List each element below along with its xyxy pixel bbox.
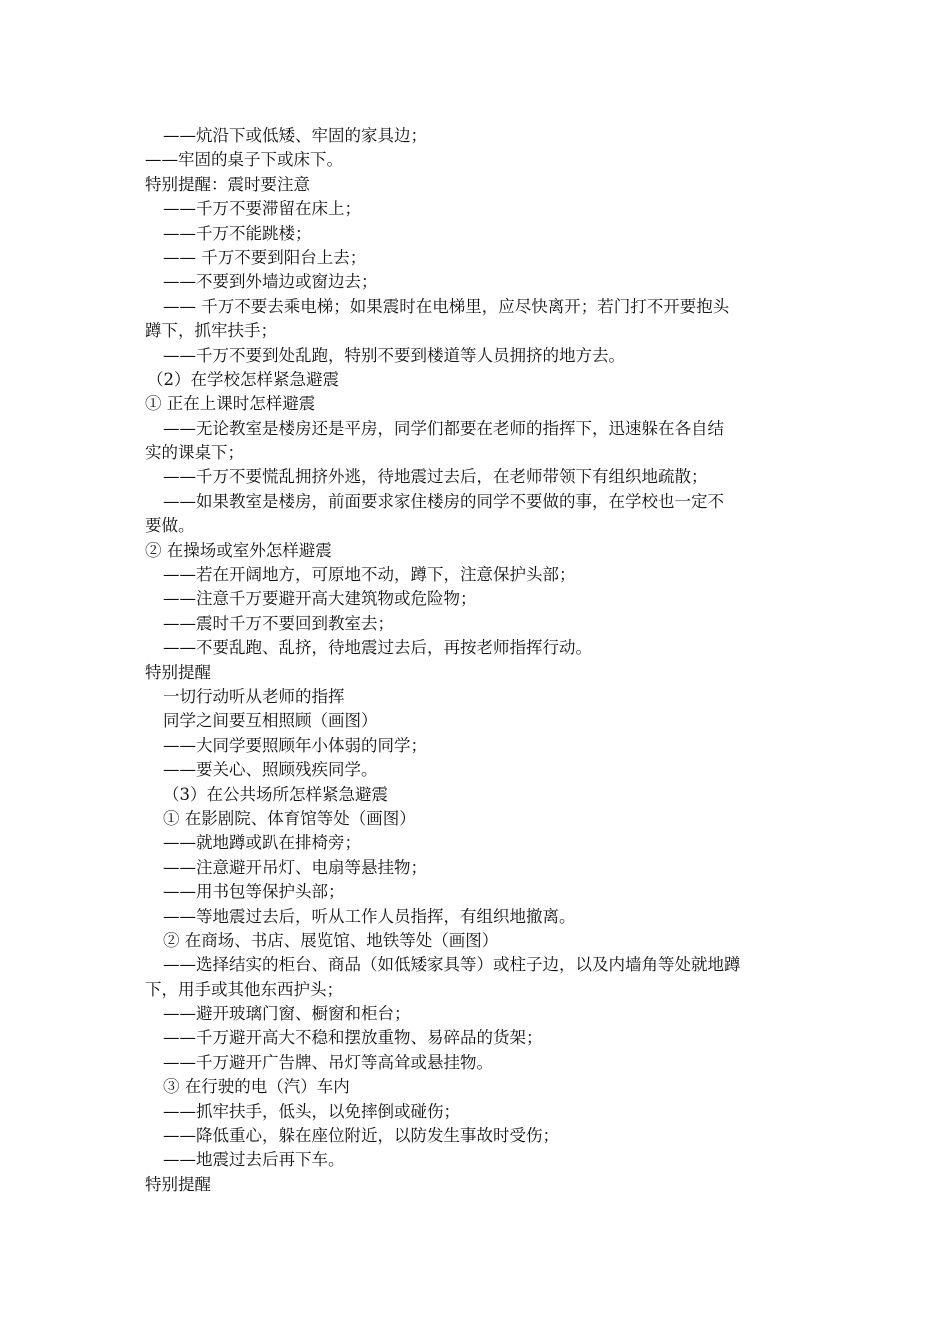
text-line: ——要关心、照顾残疾同学。 [163,760,378,780]
text-line: ——抓牢扶手，低头，以免摔倒或碰伤； [163,1101,460,1121]
text-line: ③ 在行驶的电（汽）车内 [163,1077,350,1097]
text-line: ——不要乱跑、乱挤，待地震过去后，再按老师指挥行动。 [163,638,592,658]
text-line: ——若在开阔地方，可原地不动，蹲下，注意保护头部； [163,565,576,585]
text-line: 下，用手或其他东西护头； [145,979,343,999]
text-line: ——就地蹲或趴在排椅旁； [163,833,361,853]
text-line: ——千万不要滞留在床上； [163,199,361,219]
text-line: ——炕沿下或低矮、牢固的家具边； [163,126,427,145]
text-line: ——千万不要到处乱跑，特别不要到楼道等人员拥挤的地方去。 [163,345,625,365]
text-line: 蹲下，抓牢扶手； [145,321,277,341]
text-line: 特别提醒 [145,1174,211,1194]
text-line: （3）在公共场所怎样紧急避震 [163,784,388,804]
text-line: ——降低重心，躲在座位附近，以防发生事故时受伤； [163,1126,559,1146]
text-line: ——牢固的桌子下或床下。 [145,150,343,170]
text-line: ——选择结实的柜台、商品（如低矮家具等）或柱子边，以及内墙角等处就地蹲 [163,955,741,975]
text-line: —— 千万不要到阳台上去； [163,247,367,267]
text-line: 特别提醒：震时要注意 [145,174,310,194]
text-line: ——不要到外墙边或窗边去； [163,272,378,292]
text-line: ——用书包等保护头部； [163,882,345,902]
text-line: 要做。 [145,516,195,536]
text-line: 特别提醒 [145,662,211,682]
text-line: ——震时千万不要回到教室去； [163,613,394,633]
text-line: ——无论教室是楼房还是平房，同学们都要在老师的指挥下，迅速躲在各自结 [163,418,724,438]
text-line: ① 正在上课时怎样避震 [145,394,316,414]
text-line: ② 在操场或室外怎样避震 [145,540,332,560]
text-line: ——如果教室是楼房，前面要求家住楼房的同学不要做的事，在学校也一定不 [163,491,724,511]
text-line: ——千万避开高大不稳和摆放重物、易碎品的货架； [163,1028,543,1048]
text-line: —— 千万不要去乘电梯；如果震时在电梯里，应尽快离开；若门打不开要抱头 [163,296,730,316]
text-line: ——千万不要慌乱拥挤外逃，待地震过去后，在老师带领下有组织地疏散； [163,467,708,487]
text-line: ——注意避开吊灯、电扇等悬挂物； [163,857,427,877]
text-line: ——地震过去后再下车。 [163,1150,345,1170]
text-line: ① 在影剧院、体育馆等处（画图） [163,808,416,828]
text-line: 一切行动听从老师的指挥 [163,686,345,706]
text-line: 同学之间要互相照顾（画图） [163,711,378,731]
text-line: ② 在商场、书店、展览馆、地铁等处（画图） [163,930,499,950]
text-line: ——避开玻璃门窗、橱窗和柜台； [163,1004,411,1024]
text-line: ——大同学要照顾年小体弱的同学； [163,735,427,755]
document-body [145,124,810,1197]
text-line: ——注意千万要避开高大建筑物或危险物； [163,589,477,609]
text-line: ——千万避开广告牌、吊灯等高耸或悬挂物。 [163,1052,493,1072]
text-line: ——千万不能跳楼； [163,223,312,243]
text-line: 实的课桌下； [145,443,244,463]
text-line: （2）在学校怎样紧急避震 [147,369,339,389]
text-line: ——等地震过去后，听从工作人员指挥，有组织地撤离。 [163,906,576,926]
